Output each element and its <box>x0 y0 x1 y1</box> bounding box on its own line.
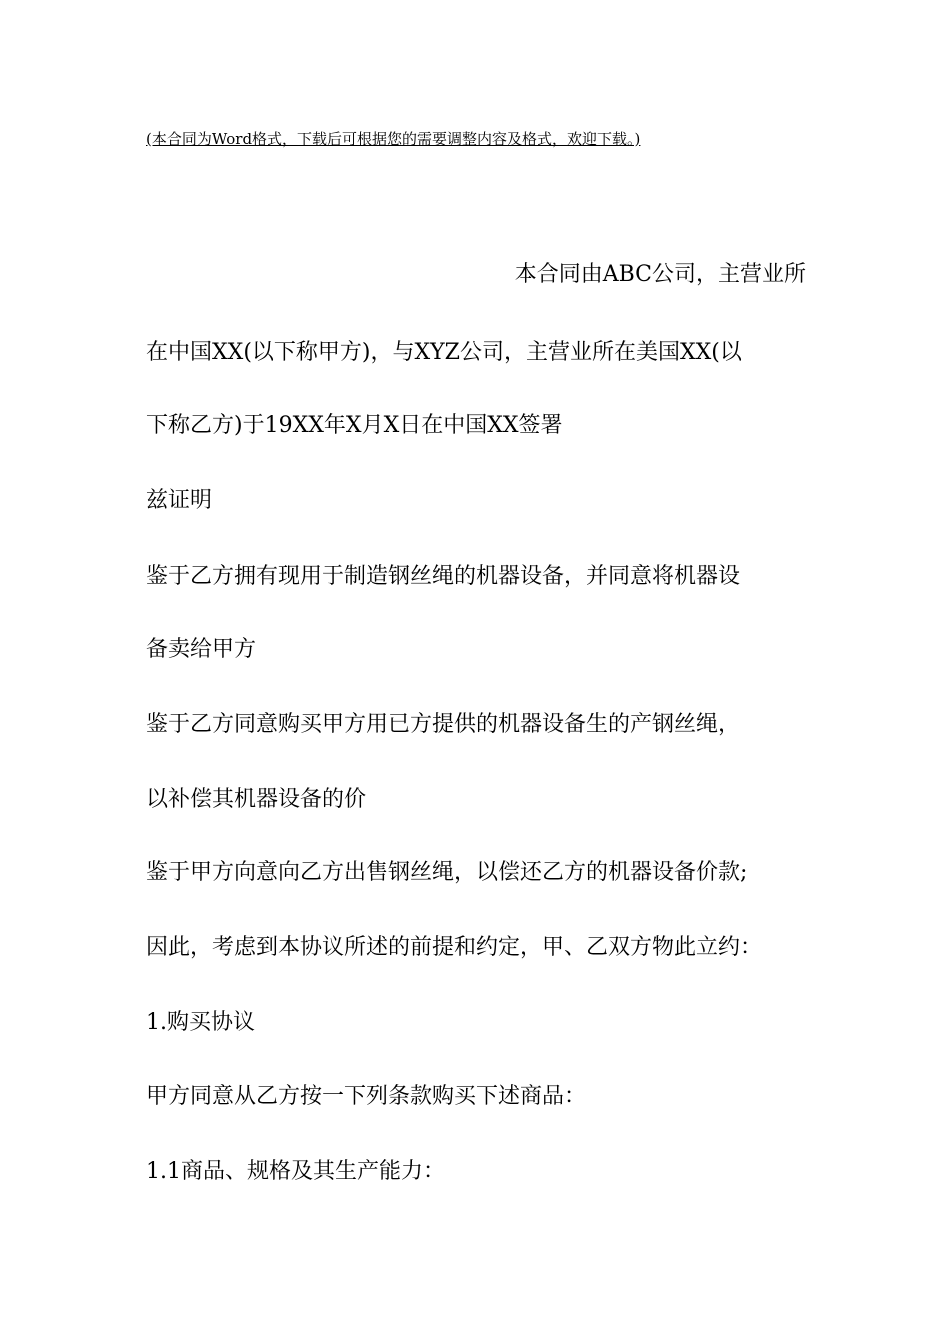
recital-2-line-1: 鉴于乙方同意购买甲方用已方提供的机器设备生的产钢丝绳， <box>146 712 741 737</box>
contract-intro-line: 本合同由ABC公司，主营业所 <box>514 262 806 287</box>
agreement-line: 因此，考虑到本协议所述的前提和约定，甲、乙双方物此立约： <box>146 935 763 960</box>
format-note: (本合同为Word格式，下载后可根据您的需要调整内容及格式，欢迎下载。) <box>146 130 641 148</box>
recital-1-line-2: 备卖给甲方 <box>146 637 257 662</box>
section-1-1-heading: 1.1商品、规格及其生产能力： <box>146 1159 445 1184</box>
party-a-line: 在中国XX(以下称甲方)，与XYZ公司，主营业所在美国XX(以 <box>146 340 742 365</box>
section-1-heading: 1.购买协议 <box>146 1010 255 1035</box>
witness-heading: 兹证明 <box>146 488 213 513</box>
section-1-text: 甲方同意从乙方按一下列条款购买下述商品： <box>146 1084 587 1109</box>
recital-3-line: 鉴于甲方向意向乙方出售钢丝绳，以偿还乙方的机器设备价款; <box>146 860 748 885</box>
recital-2-line-2: 以补偿其机器设备的价 <box>146 787 367 812</box>
recital-1-line-1: 鉴于乙方拥有现用于制造钢丝绳的机器设备，并同意将机器设 <box>146 564 741 589</box>
party-b-line: 下称乙方)于19XX年X月X日在中国XX签署 <box>146 413 563 438</box>
